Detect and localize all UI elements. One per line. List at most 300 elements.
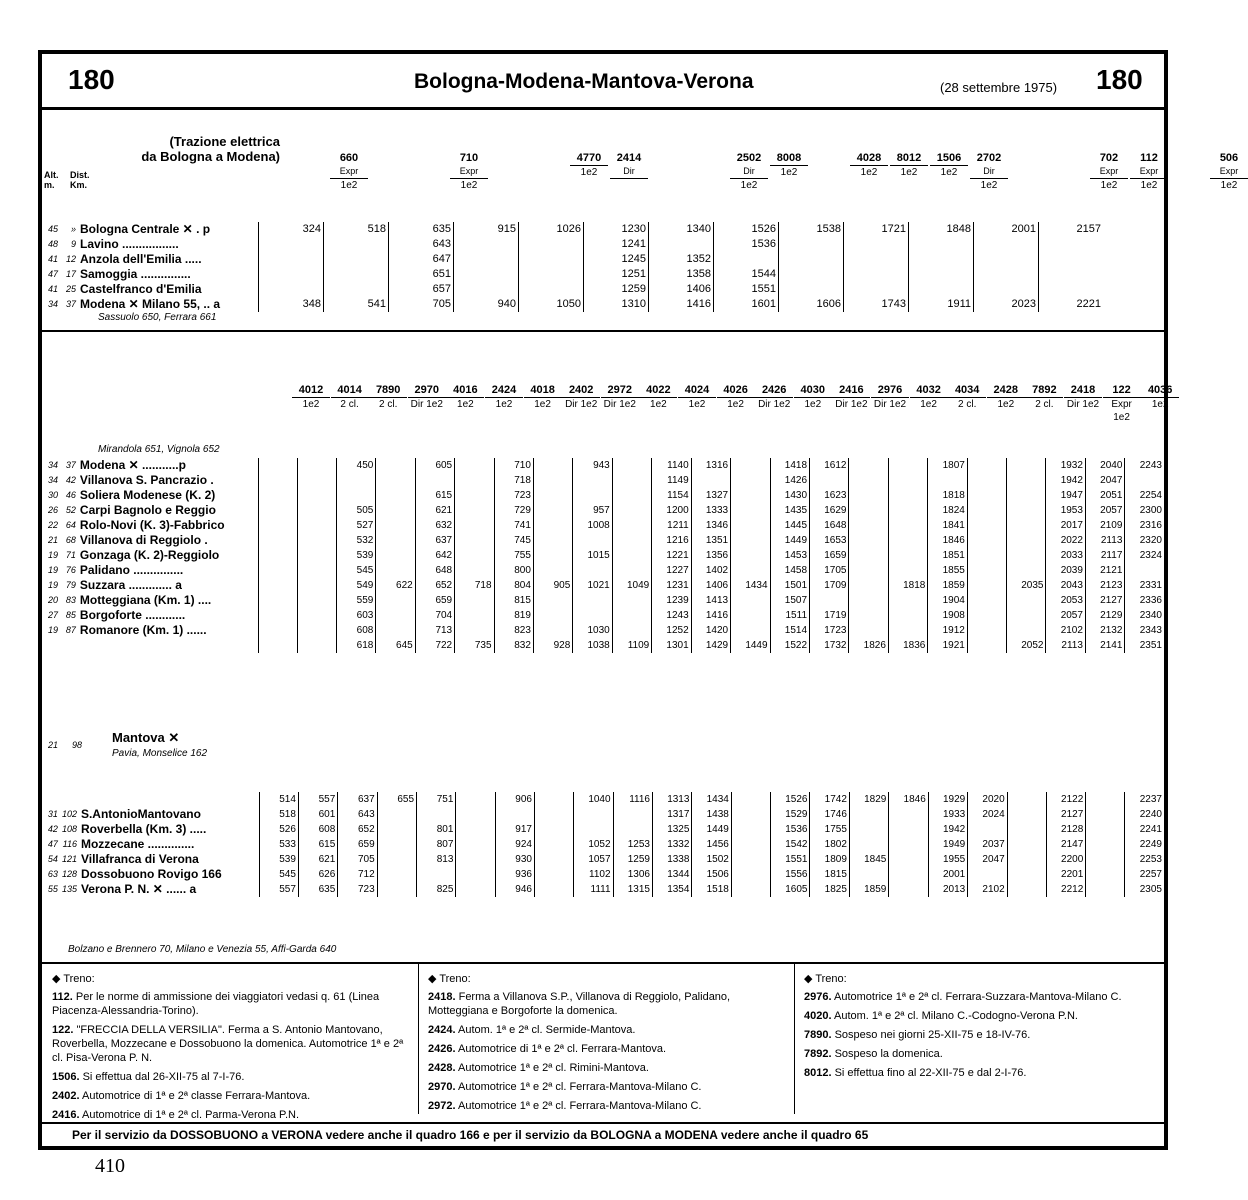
time: 1648 [810,518,849,533]
time: 527 [336,518,375,533]
time: 518 [259,807,298,822]
time [533,593,572,608]
distance: 37 [65,460,76,470]
distance: 9 [70,239,76,249]
train-header-4022 [639,384,677,411]
alt-column-label: Alt. m. [44,170,59,190]
altitude: 47 [47,269,58,279]
time: 2253 [1125,852,1164,867]
time: 1356 [691,548,730,563]
distance [60,792,79,807]
departure-time: 705 [389,297,454,312]
time [258,578,297,593]
time: 1021 [573,578,612,593]
departure-time: 1230 [584,222,649,237]
train-type: Expr [339,166,359,176]
train-number: 4030 [800,384,826,396]
altitude: 22 [47,520,58,530]
distance: 128 [61,869,77,879]
time: 1829 [849,792,888,807]
departure-time: 2221 [1039,297,1104,312]
time: 2200 [1046,852,1085,867]
time: 2057 [1085,503,1124,518]
time: 2013 [928,882,967,897]
time: 1824 [928,503,967,518]
train-number: 4034 [954,384,980,396]
time [731,518,770,533]
time [455,533,494,548]
time: 943 [573,458,612,473]
time [1007,852,1046,867]
time: 1346 [691,518,730,533]
train-class: 1e2 [524,397,562,411]
time: 2212 [1046,882,1085,897]
train-class: 1e2 [450,178,488,192]
train-header-2424 [485,384,523,411]
distance: 46 [65,490,76,500]
time: 549 [336,578,375,593]
time [731,867,770,882]
time: 450 [336,458,375,473]
note-key: 1506. [52,1071,80,1083]
time: 1418 [770,458,809,473]
time: 741 [494,518,533,533]
time [612,563,651,578]
train-class: Dir 1e2 [871,397,909,411]
time [376,488,415,503]
time [573,533,612,548]
time [258,548,297,563]
time: 532 [336,533,375,548]
train-number: 4026 [723,384,748,396]
time: 2051 [1085,488,1124,503]
time [849,563,888,578]
time: 1818 [928,488,967,503]
time: 1825 [810,882,849,897]
time [731,548,770,563]
time [849,608,888,623]
time: 729 [494,503,533,518]
time [455,518,494,533]
time: 1605 [771,882,810,897]
altitude: 26 [47,505,58,515]
train-class: 1e2 [639,397,677,411]
departure-time [454,267,519,282]
table-row [42,237,1103,252]
time: 1316 [691,458,730,473]
time: 2121 [1085,563,1124,578]
section1-table [42,222,1103,312]
departure-time [519,237,584,252]
note-text: Automotrice 1ª e 2ª cl. Rimini-Mantova. [457,1062,649,1074]
time [613,807,652,822]
time [533,533,572,548]
altitude: 34 [47,475,58,485]
time [731,488,770,503]
departure-time: 1743 [844,297,909,312]
time: 557 [298,792,337,807]
train-number: 112 [1140,152,1158,164]
time [849,822,888,837]
time [967,533,1006,548]
train-type: Expr [1139,166,1159,176]
mantova-alt: 21 [48,740,59,750]
time: 1416 [691,608,730,623]
time [297,518,336,533]
table-number-right: 180 [1096,64,1143,95]
time: 705 [338,852,377,867]
train-number: 2970 [414,384,440,396]
connection-note: Mirandola 651, Vignola 652 [98,444,220,455]
train-class: 1e2 [570,165,608,179]
connection-note: Bolzano e Brennero 70, Milano e Venezia 55, Affi-Garda 640 [68,944,337,955]
departure-time: 651 [389,267,454,282]
time: 526 [259,822,298,837]
time: 745 [494,533,533,548]
station-name: Samoggia ............... [80,267,191,281]
time [533,473,572,488]
altitude: 47 [47,839,58,849]
note-key: 122. [52,1024,74,1036]
time: 642 [415,548,454,563]
time [889,867,928,882]
distance: 108 [61,824,77,834]
time: 615 [415,488,454,503]
note-item [428,1042,788,1056]
note-key: 7890. [804,1029,832,1041]
departure-time [844,267,909,282]
note-item [804,1047,1164,1061]
train-class: 2 cl. [948,397,986,411]
time: 545 [259,867,298,882]
departure-time: 1251 [584,267,649,282]
time [1007,563,1046,578]
time: 1434 [731,578,770,593]
time [376,458,415,473]
time: 2241 [1125,822,1164,837]
departure-time: 1416 [649,297,714,312]
train-class: 1e2 [1141,397,1179,411]
note-item [428,1061,788,1075]
altitude: 45 [47,224,58,234]
departure-time [909,267,974,282]
train-header-2502 [730,152,768,192]
time [455,593,494,608]
train-class: 1e2 [446,397,484,411]
time [612,458,651,473]
note-key: 2976. [804,991,832,1003]
time [533,488,572,503]
train-class: 2 cl. [1025,397,1063,411]
time [377,882,416,897]
time [377,822,416,837]
train-class: Dir 1e2 [832,397,870,411]
time: 2240 [1125,807,1164,822]
time [810,473,849,488]
time [849,578,888,593]
departure-time: 1026 [519,222,584,237]
altitude: 30 [47,490,58,500]
time: 1211 [652,518,691,533]
train-number: 2402 [568,384,594,396]
time: 917 [495,822,534,837]
note-text: Per le norme di ammissione dei viaggiatori vedasi q. 61 (Linea Piacenza-Alessandria-Torino). [52,991,380,1017]
notes-column-1 [52,972,412,1127]
time: 1227 [652,563,691,578]
time: 807 [417,837,456,852]
train-number: 2414 [616,152,642,164]
section2-table-top [42,458,1164,653]
note-key: 2970. [428,1081,456,1093]
time [297,578,336,593]
time: 2039 [1046,563,1085,578]
table-row [42,282,1103,297]
time: 1942 [1046,473,1085,488]
altitude: 31 [47,809,58,819]
train-class: Dir 1e2 [562,397,600,411]
time: 1008 [573,518,612,533]
train-class: 1e2 [850,165,888,179]
time: 735 [455,638,494,653]
time [455,548,494,563]
time: 2017 [1046,518,1085,533]
time [1086,852,1125,867]
time: 1435 [770,503,809,518]
note-text: Automotrice 1ª e 2ª cl. Ferrara-Suzzara-Mantova-Milano C. [833,991,1122,1003]
departure-time [974,252,1039,267]
mantova-block [42,726,282,786]
time: 2128 [1046,822,1085,837]
time: 1912 [928,623,967,638]
station-name: Suzzara ............. a [79,578,182,592]
time: 1556 [771,867,810,882]
traction-note-line2: da Bologna a Modena) [141,149,280,164]
time: 1111 [574,882,613,897]
time: 1942 [928,822,967,837]
timetable-frame [38,50,1239,1150]
station-name: Roverbella (Km. 3) ..... [80,822,207,836]
station-name: Palidano ............... [79,563,184,577]
station-name: Lavino ................. [80,237,179,251]
time: 2043 [1046,578,1085,593]
departure-time [454,282,519,297]
time: 2123 [1085,578,1124,593]
train-number: 4032 [916,384,941,396]
time: 1426 [770,473,809,488]
time: 1030 [573,623,612,638]
time [967,563,1006,578]
departure-time: 2157 [1039,222,1104,237]
time: 1908 [928,608,967,623]
note-text: Si effettua dal 26-XII-75 al 7-I-76. [82,1071,245,1083]
departure-time: 657 [389,282,454,297]
altitude [42,638,60,653]
train-header-506 [1210,152,1248,192]
time: 713 [415,623,454,638]
time [889,837,928,852]
time: 603 [336,608,375,623]
altitude: 19 [47,625,58,635]
distance: 79 [65,580,76,590]
time: 505 [336,503,375,518]
altitude: 48 [47,239,58,249]
altitude: 27 [47,610,58,620]
time [968,822,1007,837]
departure-time: 1245 [584,252,649,267]
time [574,822,613,837]
time: 924 [495,837,534,852]
distance: 25 [65,284,76,294]
time: 1438 [692,807,731,822]
note-key: 2972. [428,1100,456,1112]
time [731,882,770,897]
train-number: 8008 [776,152,802,164]
station-name: S.AntonioMantovano [80,807,201,821]
departure-time [454,237,519,252]
time [297,563,336,578]
time [258,518,297,533]
time [456,867,495,882]
time [377,837,416,852]
train-number: 4016 [453,384,478,396]
time [810,593,849,608]
time: 1116 [613,792,652,807]
train-number: 2416 [839,384,864,396]
train-number: 710 [459,152,479,164]
time: 1453 [770,548,809,563]
time: 1354 [653,882,692,897]
distance: » [70,224,76,234]
note-item [52,1070,412,1084]
time [888,608,927,623]
time: 1231 [652,578,691,593]
time [495,807,534,822]
time: 1038 [573,638,612,653]
train-number: 4014 [337,384,362,396]
train-type: Dir [743,166,755,176]
time [1086,882,1125,897]
time: 1239 [652,593,691,608]
departure-time: 1721 [844,222,909,237]
time [731,473,770,488]
time [297,593,336,608]
time: 1855 [928,563,967,578]
time: 1351 [691,533,730,548]
departure-time: 1352 [649,252,714,267]
distance: 85 [65,610,76,620]
train-header-8008 [770,152,808,179]
time [612,533,651,548]
train-header-4012 [292,384,330,411]
time: 2343 [1125,623,1164,638]
table-row [42,252,1103,267]
notes-section [42,962,1164,1121]
time: 608 [336,623,375,638]
departure-time [1039,267,1104,282]
altitude: 19 [47,580,58,590]
time: 635 [298,882,337,897]
time: 2127 [1085,593,1124,608]
time: 2033 [1046,548,1085,563]
table-row [42,867,1164,882]
time: 1953 [1046,503,1085,518]
time: 643 [338,807,377,822]
note-key: 2416. [52,1109,80,1121]
train-class: 1e2 [1130,178,1168,192]
train-class: Dir 1e2 [1064,397,1102,411]
train-class: 1e2 [987,397,1025,411]
distance: 17 [65,269,76,279]
time: 637 [415,533,454,548]
time: 1502 [692,852,731,867]
table-row [42,608,1164,623]
time: 2057 [1046,608,1085,623]
time [849,503,888,518]
time [455,473,494,488]
departure-time: 1536 [714,237,779,252]
time [888,533,927,548]
time: 1955 [928,852,967,867]
note-item [428,990,788,1018]
departure-time: 2023 [974,297,1039,312]
time: 1306 [613,867,652,882]
time: 1507 [770,593,809,608]
time [731,608,770,623]
altitude: 20 [47,595,58,605]
altitude [42,792,60,807]
note-key: 4020. [804,1010,832,1022]
time: 2257 [1125,867,1164,882]
time: 722 [415,638,454,653]
table-row [42,548,1164,563]
time [1007,503,1046,518]
time: 813 [417,852,456,867]
time: 1518 [692,882,731,897]
time: 557 [259,882,298,897]
time [889,822,928,837]
note-key: 7892. [804,1048,832,1060]
time: 2147 [1046,837,1085,852]
departure-time [259,267,324,282]
departure-time: 643 [389,237,454,252]
train-header-4026 [717,384,755,411]
time: 615 [298,837,337,852]
altitude: 21 [47,535,58,545]
time [889,852,928,867]
note-text: Ferma a Villanova S.P., Villanova di Reggiolo, Palidano, Motteggiana e Borgoforte la domenica. [428,991,731,1017]
time: 2336 [1125,593,1164,608]
time: 2127 [1046,807,1085,822]
table-row [42,807,1164,822]
time [534,792,573,807]
distance: 71 [65,550,76,560]
time: 2316 [1125,518,1164,533]
time [1007,807,1046,822]
time: 2243 [1125,458,1164,473]
time [533,518,572,533]
time: 1344 [653,867,692,882]
train-number: 2418 [1070,384,1096,396]
time [849,593,888,608]
altitude: 55 [47,884,58,894]
time: 804 [494,578,533,593]
time: 2052 [1007,638,1046,653]
time: 1458 [770,563,809,578]
time: 1429 [691,638,730,653]
train-number: 506 [1219,152,1239,164]
table-row [42,488,1164,503]
table-row [42,623,1164,638]
